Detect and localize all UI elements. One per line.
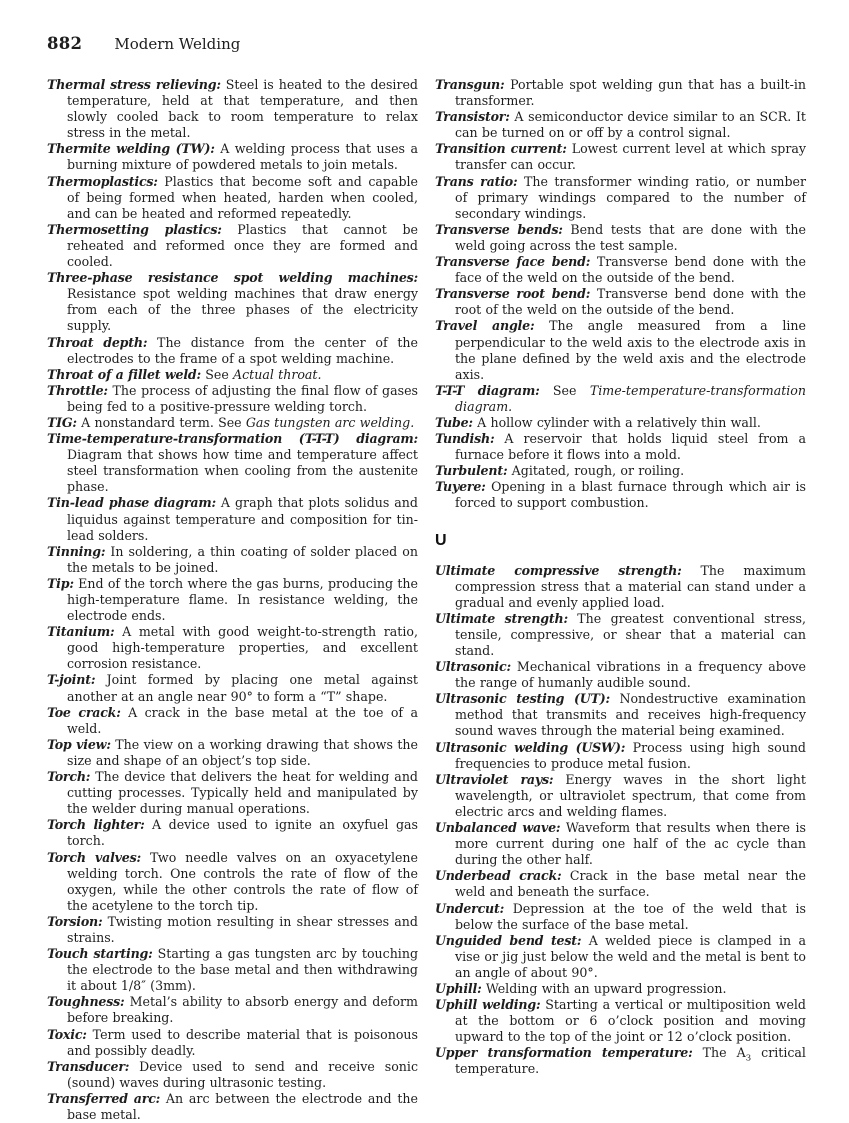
glossary-term: Ultrasonic testing (UT): xyxy=(435,691,610,707)
definition-text: Starting a vertical or multiposition weld at the bottom or 6 o’clock position and moving upward to the top of the joint or 12 o’clock position. xyxy=(455,997,806,1045)
definition-text: End of the torch where the gas burns, producing the high-temperature flame. In resistance welding, the electrode ends. xyxy=(67,575,418,624)
glossary-term: Toughness: xyxy=(47,994,125,1010)
glossary-entry xyxy=(435,463,806,479)
glossary-term: Ultrasonic welding (USW): xyxy=(435,739,626,755)
glossary-entry xyxy=(435,820,806,868)
definition-text: The maximum compression stress that a material can stand under a gradual and evenly applied load. xyxy=(455,562,806,610)
definition-text: A reservoir that holds liquid steel from a furnace before it flows into a mold. xyxy=(455,431,806,463)
glossary-term: Tundish: xyxy=(435,431,495,447)
glossary-term: Unguided bend test: xyxy=(435,932,582,948)
definition-text: Twisting motion resulting in shear stresses and strains. xyxy=(67,913,418,945)
glossary-term: Ultraviolet rays: xyxy=(435,771,554,787)
definition-text: A semiconductor device similar to an SCR. It can be turned on or off by a control signal. xyxy=(455,109,806,141)
glossary-entry xyxy=(435,901,806,933)
glossary-entry xyxy=(435,254,806,286)
definition-text: The view on a working drawing that shows the size and shape of an object’s top side. xyxy=(67,736,418,768)
definition-text: The transformer winding ratio, or number of primary windings compared to the number of secondary windings. xyxy=(455,173,806,221)
glossary-term: Time-temperature-transformation (T-T-T) diagram: xyxy=(47,431,418,447)
glossary-term: Trans ratio: xyxy=(435,173,518,189)
glossary-term: Torsion: xyxy=(47,913,103,929)
glossary-entry xyxy=(435,1045,806,1077)
definition-text: Lowest current level at which spray transfer can occur. xyxy=(455,141,807,173)
glossary-entry xyxy=(435,868,806,900)
glossary-entry xyxy=(435,77,806,109)
page-header xyxy=(47,34,805,53)
definition-text: A hollow cylinder with a relatively thin wall. xyxy=(477,414,761,430)
definition-text: Mechanical vibrations in a frequency above the range of humanly audible sound. xyxy=(455,659,806,691)
glossary-entry xyxy=(47,705,418,737)
definition-text: Starting a gas tungsten arc by touching the electrode to the base metal and then withdrawing it about 1/8″ (3mm). xyxy=(67,946,419,994)
glossary-term: Underbead crack: xyxy=(435,868,562,884)
glossary-term: Thermite welding (TW): xyxy=(47,141,215,157)
definition-text: Depression at the toe of the weld that is below the surface of the base metal. xyxy=(455,900,806,932)
glossary-term: Top view: xyxy=(47,736,111,752)
right-column xyxy=(435,77,806,1123)
glossary-entry xyxy=(47,141,418,173)
definition-text: Metal’s ability to absorb energy and deform before breaking. xyxy=(67,994,418,1026)
definition-text: Steel is heated to the desired temperature, held at that temperature, and then slowly cooled back to room temperature to relax stress in the metal. xyxy=(67,77,418,141)
glossary-entry xyxy=(435,740,806,772)
glossary-term: Tin-lead phase diagram: xyxy=(47,495,216,511)
glossary-entry xyxy=(47,994,418,1026)
glossary-entry xyxy=(435,318,806,382)
definition-text: In soldering, a thin coating of solder placed on the metals to be joined. xyxy=(67,543,418,575)
glossary-term: Transition current: xyxy=(435,141,567,157)
glossary-term: Torch: xyxy=(47,769,91,785)
glossary-entry xyxy=(435,109,806,141)
glossary-term: Throttle: xyxy=(47,382,108,398)
glossary-entry xyxy=(435,981,806,997)
definition-text: Two needle valves on an oxyacetylene welding torch. One controls the rate of flow of the oxygen, while the other controls the rate of flow of the acetylene to the torch tip. xyxy=(67,849,418,913)
glossary-entry xyxy=(47,624,418,672)
definition-text: Opening in a blast furnace through which air is forced to support combustion. xyxy=(455,479,806,511)
definition-text: See xyxy=(552,382,590,398)
glossary-entry xyxy=(435,141,806,173)
definition-text: Process using high sound frequencies to produce metal fusion. xyxy=(455,739,806,771)
definition-text: See xyxy=(205,366,234,382)
glossary-entry xyxy=(47,222,418,270)
glossary-term: Ultimate compressive strength: xyxy=(435,562,682,578)
definition-text: Bend tests that are done with the weld going across the test sample. xyxy=(455,221,806,253)
glossary-entry xyxy=(47,850,418,914)
glossary-term: Transverse face bend: xyxy=(435,254,591,270)
definition-text: The process of adjusting the final flow of gases being fed to a positive-pressure welding torch. xyxy=(67,382,418,414)
page-number: 882 xyxy=(47,34,83,53)
glossary-term: T-T-T diagram: xyxy=(435,382,540,398)
definition-text: Diagram that shows how time and temperature affect steel transformation when cooling from the austenite phase. xyxy=(67,447,418,495)
glossary-term: Uphill: xyxy=(435,980,482,996)
definition-text: Plastics that become soft and capable of being formed when heated, harden when cooled, and can be heated and reformed repeatedly. xyxy=(67,173,418,221)
definition-text: critical temperature. xyxy=(455,1045,806,1077)
glossary-entry xyxy=(435,772,806,820)
glossary-term: Thermoplastics: xyxy=(47,173,158,189)
glossary-term: Toxic: xyxy=(47,1026,87,1042)
glossary-term: Torch lighter: xyxy=(47,817,145,833)
glossary-term: Undercut: xyxy=(435,900,505,916)
glossary-entry xyxy=(47,174,418,222)
glossary-entry xyxy=(435,691,806,739)
glossary-term: Throat depth: xyxy=(47,334,148,350)
definition-text: The device that delivers the heat for welding and cutting processes. Typically held and manipulated by the welder during manual operations. xyxy=(67,769,418,817)
glossary-term: Thermosetting plastics: xyxy=(47,221,222,237)
definition-text: Crack in the base metal near the weld and beneath the surface. xyxy=(455,868,806,900)
glossary-entry xyxy=(47,544,418,576)
glossary-entry xyxy=(47,817,418,849)
definition-text: Joint formed by placing one metal against another at an angle near 90° to form a “T” shape. xyxy=(67,672,418,704)
glossary-term: T-joint: xyxy=(47,672,96,688)
definition-text: The greatest conventional stress, tensile, compressive, or shear that a material can stand. xyxy=(455,610,806,658)
glossary-term: Toe crack: xyxy=(47,704,121,720)
glossary-entry xyxy=(435,611,806,659)
glossary-term: Transistor: xyxy=(435,109,510,125)
glossary-entry xyxy=(435,933,806,981)
definition-text: A graph that plots solidus and liquidus against temperature and composition for tin-lead solders. xyxy=(67,495,418,543)
glossary-term: Transferred arc: xyxy=(47,1090,161,1106)
definition-text: Energy waves in the short light wavelength, or ultraviolet spectrum, that come from electric arcs and welding flames. xyxy=(455,771,806,819)
definition-text: Device used to send and receive sonic (sound) waves during ultrasonic testing. xyxy=(67,1058,418,1090)
glossary-term: Transducer: xyxy=(47,1058,130,1074)
glossary-entry xyxy=(435,563,806,611)
subscript-text: 3 xyxy=(745,1053,752,1064)
definition-text: Term used to describe material that is poisonous and possibly deadly. xyxy=(67,1026,418,1058)
glossary-term: Throat of a fillet weld: xyxy=(47,366,201,382)
definition-text: A device used to ignite an oxyfuel gas torch. xyxy=(67,817,418,849)
glossary-entry xyxy=(47,914,418,946)
definition-text: Portable spot welding gun that has a built-in transformer. xyxy=(455,77,806,109)
glossary-entry xyxy=(47,270,418,334)
glossary-entry xyxy=(435,431,806,463)
glossary-term: Travel angle: xyxy=(435,318,535,334)
left-column xyxy=(47,77,418,1123)
definition-text: Transverse bend done with the root of the weld on the outside of the bend. xyxy=(455,286,806,318)
definition-text: The angle measured from a line perpendicular to the weld axis to the electrode axis in the plane defined by the weld axis and the electrode axis. xyxy=(455,318,806,382)
cross-reference: Gas tungsten arc welding. xyxy=(245,414,415,430)
definition-text: A crack in the base metal at the toe of a weld. xyxy=(67,704,418,736)
glossary-entry xyxy=(435,383,806,415)
glossary-entry xyxy=(47,737,418,769)
definition-text: Resistance spot welding machines that draw energy from each of the three phases of the electricity supply. xyxy=(67,286,418,334)
definition-text: Welding with an upward progression. xyxy=(485,980,727,996)
definition-text: A nonstandard term. See xyxy=(81,414,246,430)
book-title: Modern Welding xyxy=(114,35,241,53)
glossary-entry xyxy=(47,1059,418,1091)
definition-text: Transverse bend done with the face of the weld on the outside of the bend. xyxy=(455,254,806,286)
glossary-entry xyxy=(47,415,418,431)
glossary-entry xyxy=(47,946,418,994)
definition-text: The distance from the center of the electrodes to the frame of a spot welding machine. xyxy=(67,334,418,366)
glossary-entry xyxy=(435,997,806,1045)
section-heading: U xyxy=(435,531,447,549)
definition-text: Nondestructive examination method that transmits and receives high-frequency sound waves through the material being examined. xyxy=(455,691,806,739)
glossary-entry xyxy=(47,1091,418,1123)
glossary-entry xyxy=(47,1027,418,1059)
glossary-term: Tube: xyxy=(435,414,473,430)
glossary-entry xyxy=(47,576,418,624)
glossary-entry xyxy=(435,415,806,431)
glossary-term: Unbalanced wave: xyxy=(435,820,561,836)
glossary-term: Transgun: xyxy=(435,77,505,92)
glossary-term: Torch valves: xyxy=(47,849,141,865)
glossary-term: Transverse root bend: xyxy=(435,286,591,302)
glossary-entry xyxy=(435,286,806,318)
glossary-term: Ultimate strength: xyxy=(435,610,568,626)
glossary-entry xyxy=(435,479,806,511)
glossary-term: Tip: xyxy=(47,575,74,591)
glossary-term: Upper transformation temperature: xyxy=(435,1045,693,1061)
glossary-term: Tinning: xyxy=(47,543,106,559)
definition-text: The A xyxy=(702,1045,746,1061)
definition-text: Waveform that results when there is more current during one half of the ac cycle than during the other half. xyxy=(455,820,807,868)
glossary-term: Tuyere: xyxy=(435,479,486,495)
definition-text: Agitated, rough, or roiling. xyxy=(511,463,685,479)
glossary-entry xyxy=(435,659,806,691)
glossary-term: TIG: xyxy=(47,414,77,430)
glossary-entry xyxy=(47,77,418,141)
glossary-entry xyxy=(47,383,418,415)
definition-text: A welded piece is clamped in a vise or jig just below the weld and the metal is bent to an angle of about 90°. xyxy=(455,932,807,980)
glossary-term: Uphill welding: xyxy=(435,997,541,1013)
glossary-term: Thermal stress relieving: xyxy=(47,77,221,92)
definition-text: A metal with good weight-to-strength ratio, good high-temperature properties, and excellent corrosion resistance. xyxy=(67,624,418,672)
glossary-entry xyxy=(435,222,806,254)
glossary-entry xyxy=(47,367,418,383)
cross-reference: Time-temperature-transformation diagram. xyxy=(455,382,806,414)
glossary-entry xyxy=(47,769,418,817)
glossary-term: Titanium: xyxy=(47,624,115,640)
glossary-entry xyxy=(47,335,418,367)
glossary-entry xyxy=(47,495,418,543)
definition-text: A welding process that uses a burning mixture of powdered metals to join metals. xyxy=(67,141,418,173)
glossary-term: Transverse bends: xyxy=(435,221,563,237)
glossary-entry xyxy=(47,672,418,704)
glossary-term: Turbulent: xyxy=(435,463,508,479)
glossary-term: Touch starting: xyxy=(47,946,153,962)
glossary-entry xyxy=(47,431,418,495)
cross-reference: Actual throat. xyxy=(233,366,322,382)
glossary-term: Three-phase resistance spot welding machines: xyxy=(47,270,418,286)
glossary-columns xyxy=(47,77,805,1123)
definition-text: Plastics that cannot be reheated and reformed once they are formed and cooled. xyxy=(67,221,418,270)
glossary-term: Ultrasonic: xyxy=(435,659,511,675)
glossary-entry xyxy=(435,174,806,222)
definition-text: An arc between the electrode and the base metal. xyxy=(67,1090,418,1122)
